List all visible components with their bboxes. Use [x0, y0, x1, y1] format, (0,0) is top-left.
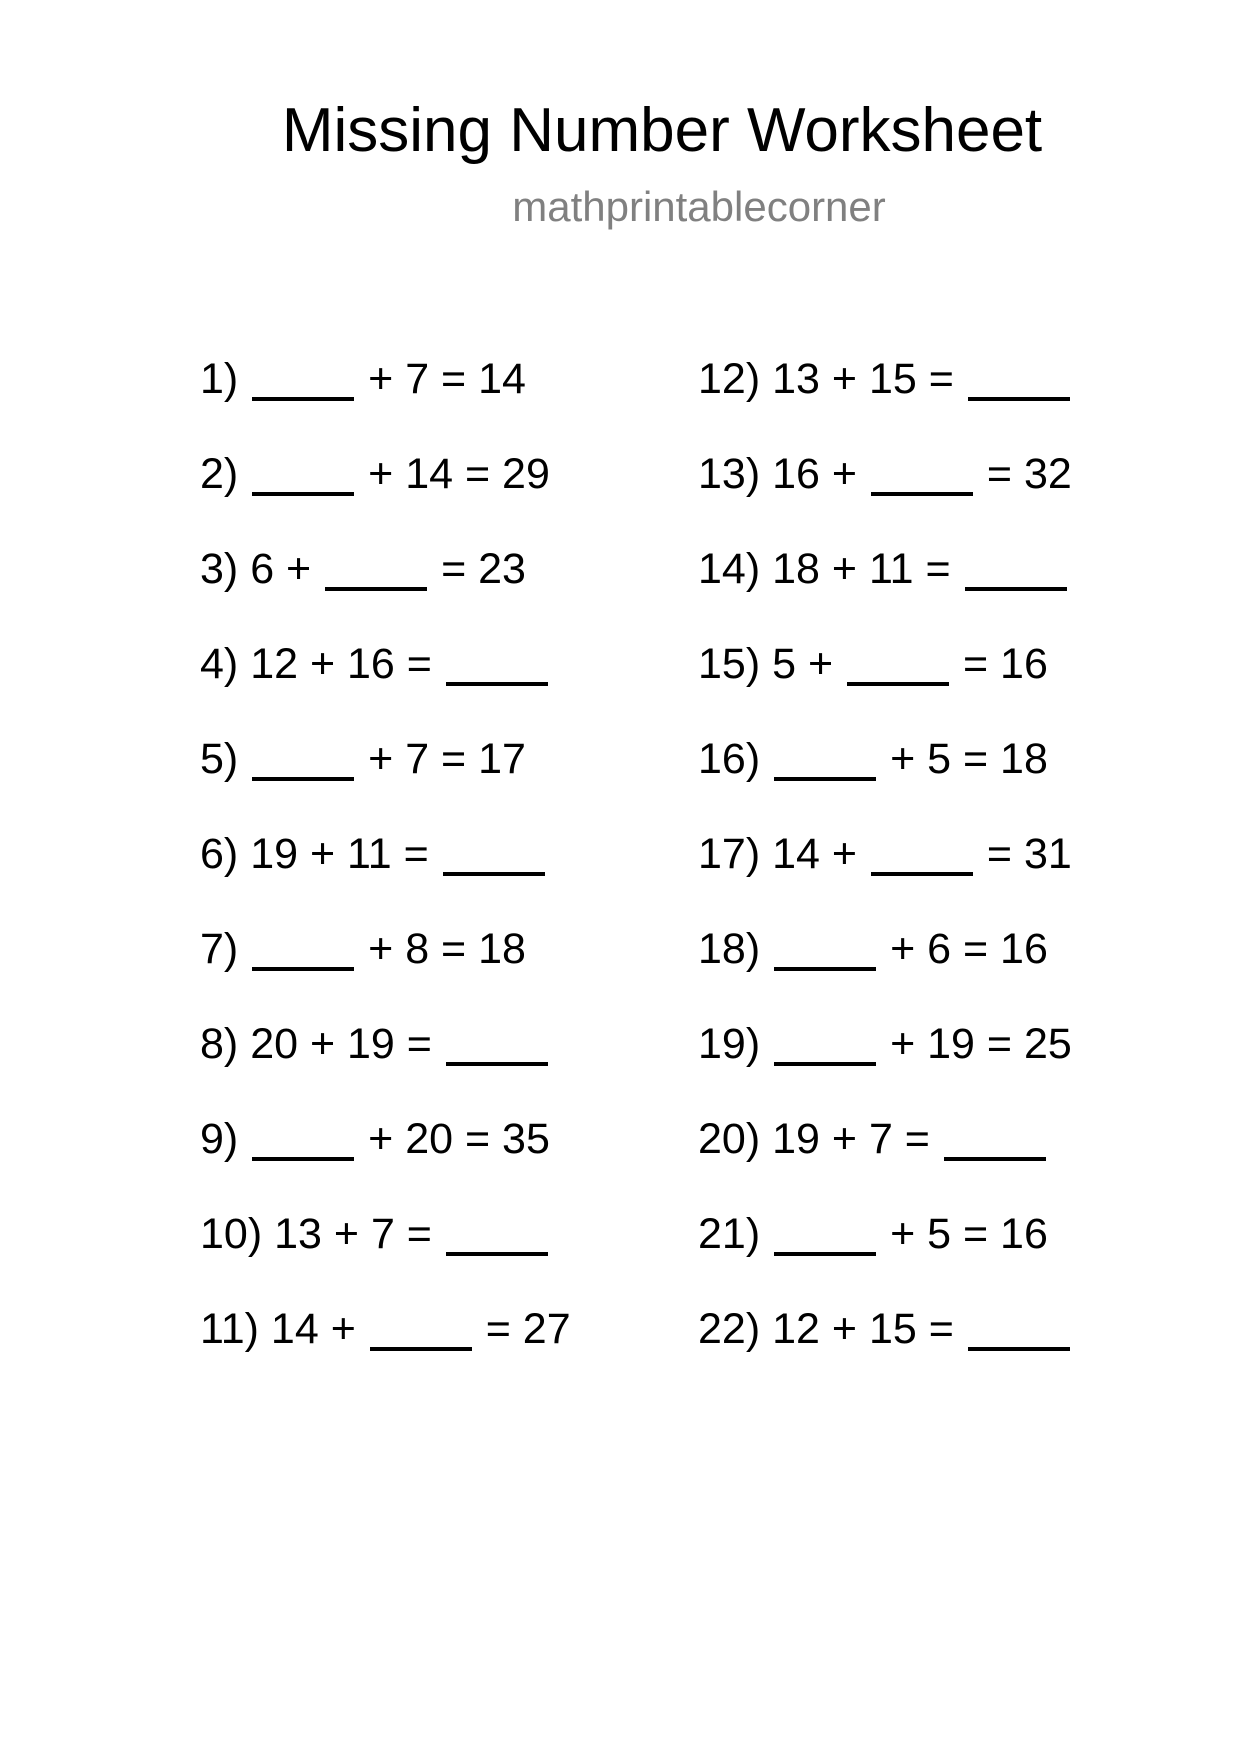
problem-number: 6) — [200, 830, 239, 878]
problem-number: 12) — [698, 355, 761, 403]
page-title: Missing Number Worksheet — [281, 96, 1043, 165]
problem-number: 4) — [200, 640, 239, 688]
problem-number: 20) — [698, 1115, 761, 1163]
problem-item — [698, 1210, 1048, 1258]
problem-expression: 19 + 7 = — [772, 1115, 930, 1163]
problem-expression: = 23 — [441, 545, 526, 593]
answer-blank[interactable] — [774, 777, 876, 781]
problem-number: 2) — [200, 450, 239, 498]
answer-blank[interactable] — [774, 967, 876, 971]
problem-expression: 13 + 7 = — [274, 1210, 432, 1258]
problem-expression: 5 + — [772, 640, 834, 688]
problem-item — [200, 640, 550, 688]
problem-item — [200, 545, 526, 593]
problem-number: 7) — [200, 925, 239, 973]
problem-expression: 13 + 15 = — [772, 355, 954, 403]
problem-item — [698, 1020, 1072, 1068]
problem-number: 21) — [698, 1210, 761, 1258]
problem-number: 3) — [200, 545, 239, 593]
problem-number: 17) — [698, 830, 761, 878]
problem-expression: + 20 = 35 — [368, 1115, 550, 1163]
problem-expression: + 8 = 18 — [368, 925, 526, 973]
problem-number: 15) — [698, 640, 761, 688]
answer-blank[interactable] — [252, 777, 354, 781]
page-subtitle: mathprintablecorner — [512, 183, 886, 230]
problem-number: 19) — [698, 1020, 761, 1068]
problem-expression: + 5 = 18 — [890, 735, 1048, 783]
problem-expression: + 5 = 16 — [890, 1210, 1048, 1258]
problem-number: 18) — [698, 925, 761, 973]
answer-blank[interactable] — [871, 492, 973, 496]
problem-number: 1) — [200, 355, 239, 403]
problem-item — [698, 1305, 1072, 1353]
problem-number: 8) — [200, 1020, 239, 1068]
answer-blank[interactable] — [847, 682, 949, 686]
problem-item — [698, 925, 1048, 973]
problem-item — [698, 1115, 1048, 1163]
problem-expression: + 14 = 29 — [368, 450, 550, 498]
problem-number: 5) — [200, 735, 239, 783]
problem-expression: 14 + — [772, 830, 857, 878]
problem-item — [200, 450, 550, 498]
answer-blank[interactable] — [871, 872, 973, 876]
problem-item — [200, 925, 526, 973]
problem-expression: 20 + 19 = — [250, 1020, 432, 1068]
problem-item — [200, 1210, 550, 1258]
problem-number: 13) — [698, 450, 761, 498]
answer-blank[interactable] — [965, 587, 1067, 591]
answer-blank[interactable] — [325, 587, 427, 591]
problem-expression: = 32 — [986, 450, 1072, 498]
problem-number: 10) — [200, 1210, 263, 1258]
problem-item — [200, 830, 547, 878]
problem-number: 22) — [698, 1305, 761, 1353]
problem-item — [698, 830, 1072, 878]
problem-item — [698, 545, 1069, 593]
problem-expression: = 27 — [485, 1305, 571, 1353]
problem-expression: + 6 = 16 — [890, 925, 1048, 973]
answer-blank[interactable] — [446, 1062, 548, 1066]
problem-item — [200, 735, 526, 783]
problem-number: 14) — [698, 545, 761, 593]
problem-expression: + 7 = 14 — [368, 355, 526, 403]
answer-blank[interactable] — [774, 1062, 876, 1066]
problem-item — [698, 640, 1048, 688]
problem-expression: + 7 = 17 — [368, 735, 526, 783]
problem-number: 11) — [200, 1305, 259, 1353]
problem-item — [698, 355, 1072, 403]
answer-blank[interactable] — [944, 1157, 1046, 1161]
problem-expression: 12 + 15 = — [772, 1305, 954, 1353]
problem-expression: 12 + 16 = — [250, 640, 432, 688]
answer-blank[interactable] — [370, 1347, 472, 1351]
problem-item — [200, 1020, 550, 1068]
problem-expression: = 31 — [986, 830, 1072, 878]
problem-expression: 18 + 11 = — [772, 545, 951, 593]
problem-expression: = 16 — [963, 640, 1048, 688]
answer-blank[interactable] — [968, 1347, 1070, 1351]
answer-blank[interactable] — [443, 872, 545, 876]
problem-expression: 14 + — [270, 1305, 356, 1353]
answer-blank[interactable] — [446, 1252, 548, 1256]
answer-blank[interactable] — [252, 397, 354, 401]
answer-blank[interactable] — [446, 682, 548, 686]
problem-item — [200, 355, 526, 403]
problem-item — [698, 450, 1072, 498]
problem-item — [200, 1115, 550, 1163]
answer-blank[interactable] — [252, 967, 354, 971]
answer-blank[interactable] — [252, 1157, 354, 1161]
answer-blank[interactable] — [774, 1252, 876, 1256]
problem-item — [200, 1305, 571, 1353]
answer-blank[interactable] — [252, 492, 354, 496]
problem-number: 16) — [698, 735, 761, 783]
problem-expression: + 19 = 25 — [890, 1020, 1072, 1068]
problem-expression: 19 + 11 = — [250, 830, 429, 878]
problem-number: 9) — [200, 1115, 239, 1163]
problem-expression: 6 + — [250, 545, 312, 593]
problem-item — [698, 735, 1048, 783]
problem-expression: 16 + — [772, 450, 857, 498]
answer-blank[interactable] — [968, 397, 1070, 401]
